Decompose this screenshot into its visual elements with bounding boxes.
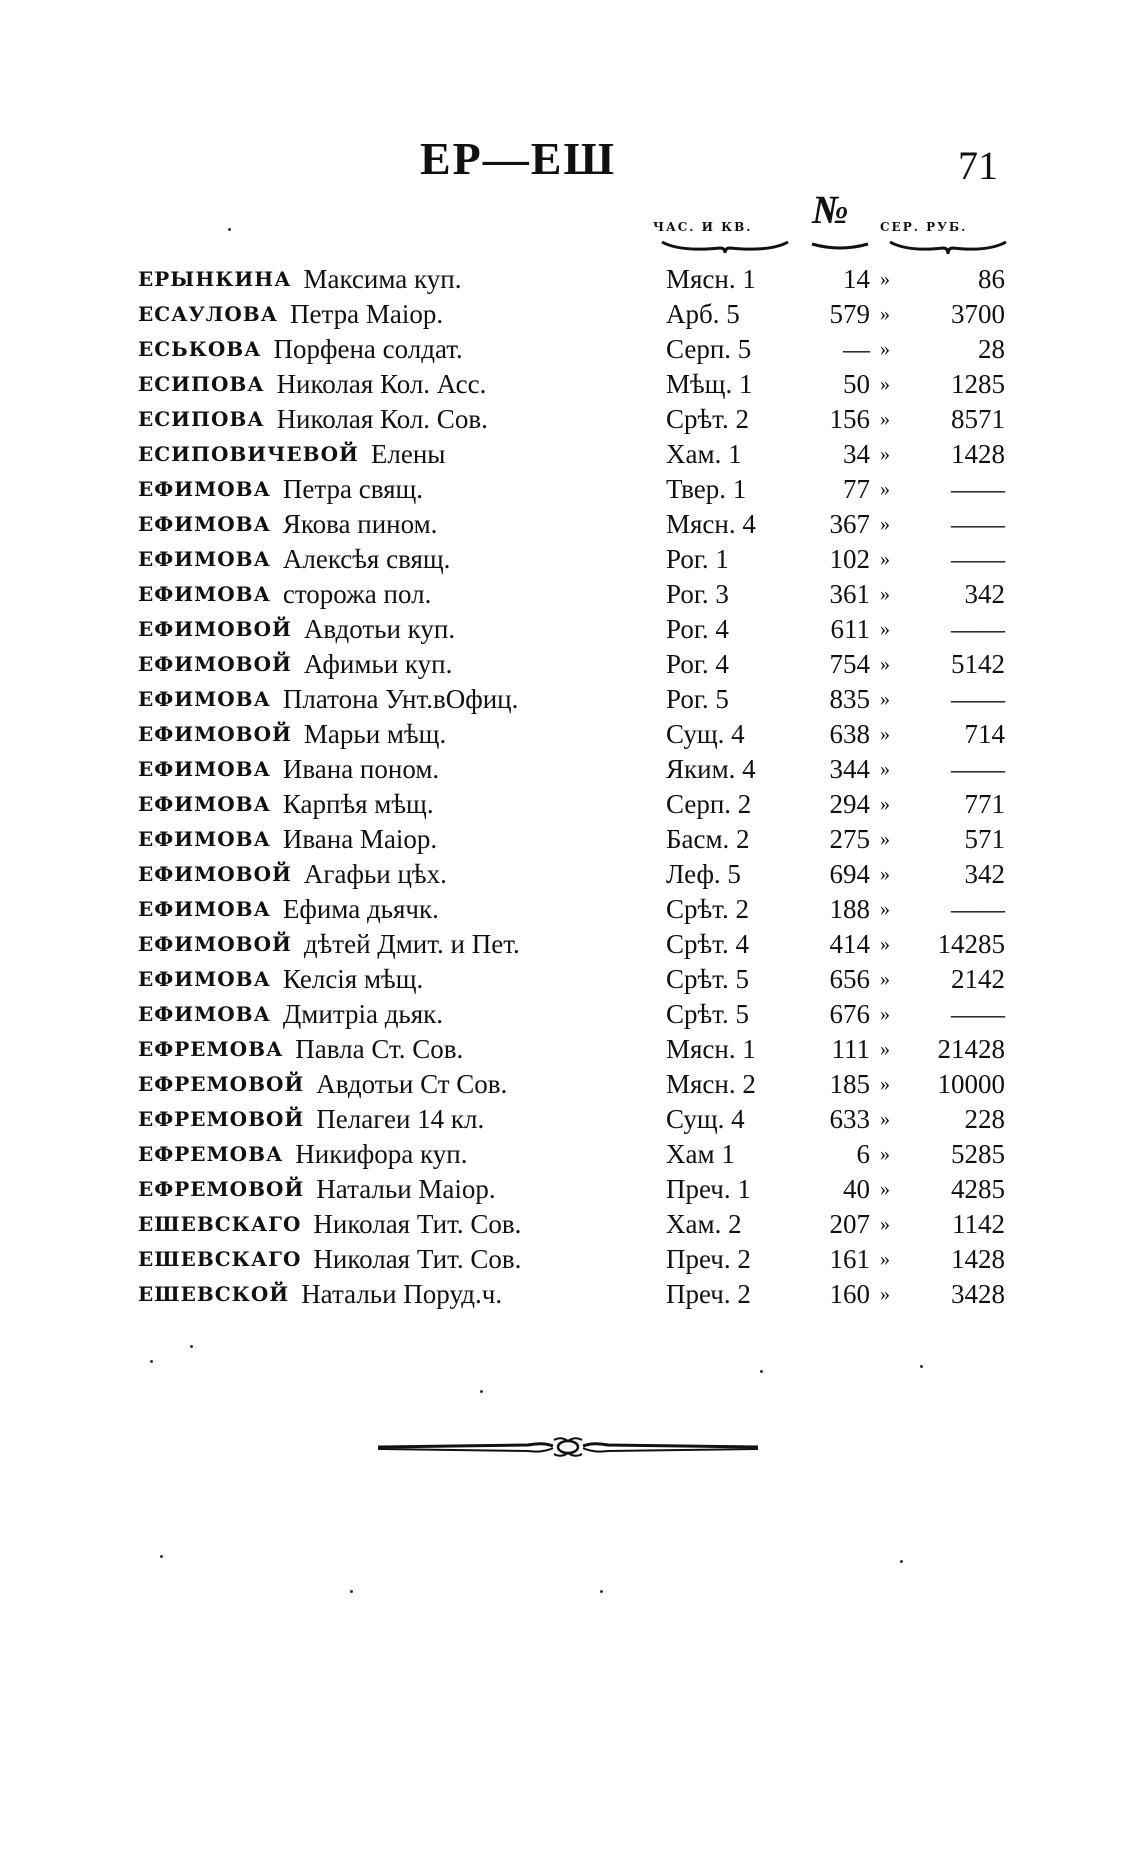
table-row — [0, 1137, 1140, 1172]
row-house-number: 835 — [829, 684, 870, 714]
row-name: Порфена солдат. — [273, 334, 463, 364]
row-silver-rub: 714 — [964, 719, 1005, 749]
row-separator: » — [880, 443, 890, 465]
row-surname: ЕФРЕМОВА — [138, 1142, 284, 1166]
row-surname: ЕФРЕМОВОЙ — [138, 1177, 305, 1201]
row-house-number: 611 — [830, 614, 870, 644]
row-part-quarter: Рог. 1 — [666, 544, 729, 574]
table-row — [0, 1032, 1140, 1067]
row-silver-rub: 228 — [964, 1104, 1005, 1134]
row-surname: ЕФИМОВОЙ — [138, 652, 292, 676]
row-house-number: 111 — [831, 1034, 870, 1064]
row-separator: » — [880, 793, 890, 815]
row-house-number: 185 — [829, 1069, 870, 1099]
table-row — [0, 1102, 1140, 1137]
row-name: Натальи Маіор. — [316, 1174, 496, 1204]
table-row — [0, 997, 1140, 1032]
row-name: Якова пином. — [282, 509, 438, 539]
row-separator: » — [880, 863, 890, 885]
row-house-number: — — [843, 334, 870, 364]
row-surname: ЕФРЕМОВА — [138, 1037, 284, 1061]
speck — [228, 228, 231, 231]
row-part-quarter: Преч. 1 — [666, 1174, 751, 1204]
row-name: Николая Тит. Сов. — [313, 1244, 522, 1274]
row-separator: » — [880, 723, 890, 745]
row-silver-rub: 1285 — [951, 369, 1005, 399]
row-separator: » — [880, 1283, 890, 1305]
row-house-number: 50 — [843, 369, 870, 399]
speck — [160, 1555, 163, 1558]
row-name: Агафьи цѣх. — [303, 859, 447, 889]
row-silver-rub: —— — [951, 544, 1005, 574]
row-house-number: 188 — [829, 894, 870, 924]
table-row — [0, 402, 1140, 437]
row-surname: ЕФИМОВОЙ — [138, 932, 292, 956]
speck — [480, 1390, 483, 1393]
row-silver-rub: 14285 — [937, 929, 1005, 959]
speck — [920, 1365, 923, 1368]
page-title: ЕР—ЕШ — [420, 133, 616, 184]
row-part-quarter: Хам. 2 — [666, 1209, 742, 1239]
row-part-quarter: Сущ. 4 — [666, 719, 745, 749]
row-part-quarter: Арб. 5 — [666, 299, 740, 329]
row-house-number: 656 — [829, 964, 870, 994]
row-surname: ЕФИМОВА — [138, 792, 271, 816]
table-row — [0, 857, 1140, 892]
column-header-silver: СЕР. РУБ. — [880, 220, 968, 234]
row-part-quarter: Серп. 2 — [666, 789, 752, 819]
table-row — [0, 507, 1140, 542]
row-part-quarter: Хам 1 — [666, 1139, 735, 1169]
tailpiece-ornament-icon — [378, 1432, 758, 1467]
row-surname: ЕСАУЛОВА — [138, 302, 278, 326]
row-part-quarter: Басм. 2 — [666, 824, 750, 854]
row-surname: ЕСИПОВА — [138, 372, 265, 396]
row-house-number: 638 — [829, 719, 870, 749]
row-name: Павла Ст. Сов. — [295, 1034, 464, 1064]
row-house-number: 161 — [829, 1244, 870, 1274]
table-row — [0, 647, 1140, 682]
row-surname: ЕФИМОВА — [138, 547, 271, 571]
row-silver-rub: 5142 — [951, 649, 1005, 679]
row-house-number: 694 — [829, 859, 870, 889]
row-part-quarter: Мясн. 2 — [666, 1069, 756, 1099]
speck — [600, 1590, 603, 1593]
row-part-quarter: Мясн. 1 — [666, 264, 756, 294]
row-part-quarter: Срѣт. 4 — [666, 929, 749, 959]
row-part-quarter: Мясн. 1 — [666, 1034, 756, 1064]
row-house-number: 633 — [829, 1104, 870, 1134]
row-house-number: 414 — [829, 929, 870, 959]
row-separator: » — [880, 1248, 890, 1270]
row-name: Ефима дьячк. — [282, 894, 439, 924]
row-part-quarter: Мѣщ. 1 — [666, 369, 753, 399]
row-part-quarter: Твер. 1 — [666, 474, 747, 504]
row-house-number: 14 — [843, 264, 870, 294]
brace-part-icon — [660, 240, 790, 252]
table-row — [0, 717, 1140, 752]
table-row — [0, 542, 1140, 577]
row-silver-rub: 3700 — [951, 299, 1005, 329]
row-silver-rub: —— — [951, 474, 1005, 504]
table-row — [0, 367, 1140, 402]
table-row — [0, 1277, 1140, 1312]
row-name: сторожа пол. — [282, 579, 432, 609]
row-silver-rub: 1428 — [951, 1244, 1005, 1274]
row-part-quarter: Рог. 3 — [666, 579, 729, 609]
row-part-quarter: Срѣт. 2 — [666, 894, 749, 924]
row-surname: ЕФИМОВА — [138, 1002, 271, 1026]
row-part-quarter: Яким. 4 — [666, 754, 756, 784]
row-silver-rub: 771 — [964, 789, 1005, 819]
row-part-quarter: Рог. 4 — [666, 649, 729, 679]
row-name: Николая Кол. Асс. — [276, 369, 487, 399]
row-name: Пелагеи 14 кл. — [316, 1104, 485, 1134]
row-separator: » — [880, 303, 890, 325]
row-name: Авдотьи куп. — [303, 614, 456, 644]
table-row — [0, 962, 1140, 997]
row-separator: » — [880, 1143, 890, 1165]
row-part-quarter: Срѣт. 2 — [666, 404, 749, 434]
row-silver-rub: 28 — [978, 334, 1005, 364]
row-silver-rub: 8571 — [951, 404, 1005, 434]
row-silver-rub: —— — [951, 894, 1005, 924]
row-silver-rub: 10000 — [937, 1069, 1005, 1099]
row-separator: » — [880, 548, 890, 570]
row-separator: » — [880, 1213, 890, 1235]
row-house-number: 40 — [843, 1174, 870, 1204]
row-separator: » — [880, 338, 890, 360]
row-separator: » — [880, 373, 890, 395]
row-silver-rub: 21428 — [937, 1034, 1005, 1064]
row-name: Петра свящ. — [282, 474, 424, 504]
row-part-quarter: Преч. 2 — [666, 1279, 751, 1309]
row-part-quarter: Мясн. 4 — [666, 509, 756, 539]
row-separator: » — [880, 408, 890, 430]
row-separator: » — [880, 1003, 890, 1025]
row-silver-rub: 2142 — [951, 964, 1005, 994]
row-separator: » — [880, 758, 890, 780]
row-house-number: 676 — [829, 999, 870, 1029]
row-name: Елены — [370, 439, 446, 469]
row-name: дѣтей Дмит. и Пет. — [303, 929, 520, 959]
row-part-quarter: Срѣт. 5 — [666, 999, 749, 1029]
column-header-number: № — [812, 187, 849, 232]
row-name: Алексѣя свящ. — [282, 544, 451, 574]
row-surname: ЕФИМОВОЙ — [138, 617, 292, 641]
table-row — [0, 1067, 1140, 1102]
row-house-number: 361 — [829, 579, 870, 609]
row-separator: » — [880, 583, 890, 605]
row-separator: » — [880, 1178, 890, 1200]
row-house-number: 6 — [856, 1139, 870, 1169]
row-part-quarter: Леф. 5 — [666, 859, 741, 889]
row-surname: ЕФИМОВА — [138, 897, 271, 921]
brace-silver-icon — [888, 240, 1008, 252]
row-house-number: 579 — [829, 299, 870, 329]
row-house-number: 156 — [829, 404, 870, 434]
speck — [190, 1345, 193, 1348]
row-name: Максима куп. — [303, 264, 462, 294]
row-surname: ЕШЕВСКОЙ — [138, 1282, 290, 1306]
row-house-number: 77 — [843, 474, 870, 504]
row-separator: » — [880, 268, 890, 290]
table-row — [0, 892, 1140, 927]
row-surname: ЕФИМОВА — [138, 477, 271, 501]
row-separator: » — [880, 618, 890, 640]
row-name: Карпѣя мѣщ. — [282, 789, 434, 819]
table-row — [0, 1172, 1140, 1207]
row-silver-rub: 1428 — [951, 439, 1005, 469]
row-silver-rub: 1142 — [952, 1209, 1005, 1239]
row-separator: » — [880, 688, 890, 710]
row-part-quarter: Серп. 5 — [666, 334, 752, 364]
row-surname: ЕФИМОВА — [138, 827, 271, 851]
row-separator: » — [880, 513, 890, 535]
row-surname: ЕФИМОВА — [138, 582, 271, 606]
row-silver-rub: 342 — [964, 859, 1005, 889]
row-silver-rub: —— — [951, 684, 1005, 714]
row-name: Афимьи куп. — [303, 649, 453, 679]
row-surname: ЕФИМОВОЙ — [138, 862, 292, 886]
row-separator: » — [880, 828, 890, 850]
table-row — [0, 612, 1140, 647]
row-surname: ЕФРЕМОВОЙ — [138, 1107, 305, 1131]
row-name: Николая Тит. Сов. — [313, 1209, 522, 1239]
column-header-part: ЧАС. И КВ. — [653, 220, 753, 234]
table-row — [0, 1207, 1140, 1242]
table-row — [0, 1242, 1140, 1277]
row-surname: ЕФИМОВОЙ — [138, 722, 292, 746]
table-row — [0, 297, 1140, 332]
table-row — [0, 787, 1140, 822]
row-silver-rub: 4285 — [951, 1174, 1005, 1204]
row-separator: » — [880, 1108, 890, 1130]
row-separator: » — [880, 478, 890, 500]
row-house-number: 294 — [829, 789, 870, 819]
table-row — [0, 577, 1140, 612]
row-house-number: 160 — [829, 1279, 870, 1309]
row-name: Натальи Поруд.ч. — [301, 1279, 503, 1309]
speck — [150, 1360, 153, 1363]
row-house-number: 275 — [829, 824, 870, 854]
table-row — [0, 472, 1140, 507]
row-part-quarter: Сущ. 4 — [666, 1104, 745, 1134]
row-surname: ЕСИПОВИЧЕВОЙ — [138, 442, 359, 466]
row-separator: » — [880, 1073, 890, 1095]
row-silver-rub: —— — [951, 999, 1005, 1029]
row-separator: » — [880, 898, 890, 920]
row-surname: ЕРЫНКИНА — [138, 267, 292, 291]
row-part-quarter: Рог. 4 — [666, 614, 729, 644]
table-row — [0, 332, 1140, 367]
row-house-number: 367 — [829, 509, 870, 539]
row-house-number: 344 — [829, 754, 870, 784]
row-house-number: 34 — [843, 439, 870, 469]
row-name: Никифора куп. — [295, 1139, 468, 1169]
row-name: Платона Унт.вОфиц. — [282, 684, 519, 714]
table-row — [0, 822, 1140, 857]
brace-number-icon — [810, 240, 870, 252]
row-part-quarter: Рог. 5 — [666, 684, 729, 714]
row-name: Дмитріа дьяк. — [282, 999, 444, 1029]
speck — [900, 1560, 903, 1563]
row-silver-rub: 86 — [978, 264, 1005, 294]
row-separator: » — [880, 653, 890, 675]
row-name: Петра Маіор. — [289, 299, 444, 329]
row-silver-rub: —— — [951, 614, 1005, 644]
row-separator: » — [880, 933, 890, 955]
speck — [350, 1590, 353, 1593]
row-part-quarter: Срѣт. 5 — [666, 964, 749, 994]
row-separator: » — [880, 1038, 890, 1060]
row-surname: ЕШЕВСКАГО — [138, 1247, 302, 1271]
row-silver-rub: 3428 — [951, 1279, 1005, 1309]
row-house-number: 754 — [829, 649, 870, 679]
speck — [760, 1370, 763, 1373]
table-row — [0, 752, 1140, 787]
row-surname: ЕФИМОВА — [138, 757, 271, 781]
row-surname: ЕСИПОВА — [138, 407, 265, 431]
row-surname: ЕСЬКОВА — [138, 337, 262, 361]
row-surname: ЕФРЕМОВОЙ — [138, 1072, 305, 1096]
row-silver-rub: 5285 — [951, 1139, 1005, 1169]
register-table — [0, 262, 1140, 1312]
table-row — [0, 927, 1140, 962]
row-name: Келсія мѣщ. — [282, 964, 424, 994]
row-surname: ЕФИМОВА — [138, 967, 271, 991]
row-name: Авдотьи Ст Сов. — [316, 1069, 508, 1099]
row-name: Николая Кол. Сов. — [276, 404, 488, 434]
row-silver-rub: —— — [951, 509, 1005, 539]
row-house-number: 207 — [829, 1209, 870, 1239]
row-surname: ЕФИМОВА — [138, 512, 271, 536]
table-row — [0, 437, 1140, 472]
row-separator: » — [880, 968, 890, 990]
row-name: Ивана Маіор. — [282, 824, 438, 854]
table-row — [0, 262, 1140, 297]
row-surname: ЕФИМОВА — [138, 687, 271, 711]
row-part-quarter: Преч. 2 — [666, 1244, 751, 1274]
row-name: Марьи мѣщ. — [303, 719, 447, 749]
page-number: 71 — [958, 143, 998, 188]
row-house-number: 102 — [829, 544, 870, 574]
row-silver-rub: 342 — [964, 579, 1005, 609]
row-surname: ЕШЕВСКАГО — [138, 1212, 302, 1236]
table-row — [0, 682, 1140, 717]
row-silver-rub: 571 — [964, 824, 1005, 854]
row-silver-rub: —— — [951, 754, 1005, 784]
row-part-quarter: Хам. 1 — [666, 439, 742, 469]
row-name: Ивана поном. — [282, 754, 440, 784]
